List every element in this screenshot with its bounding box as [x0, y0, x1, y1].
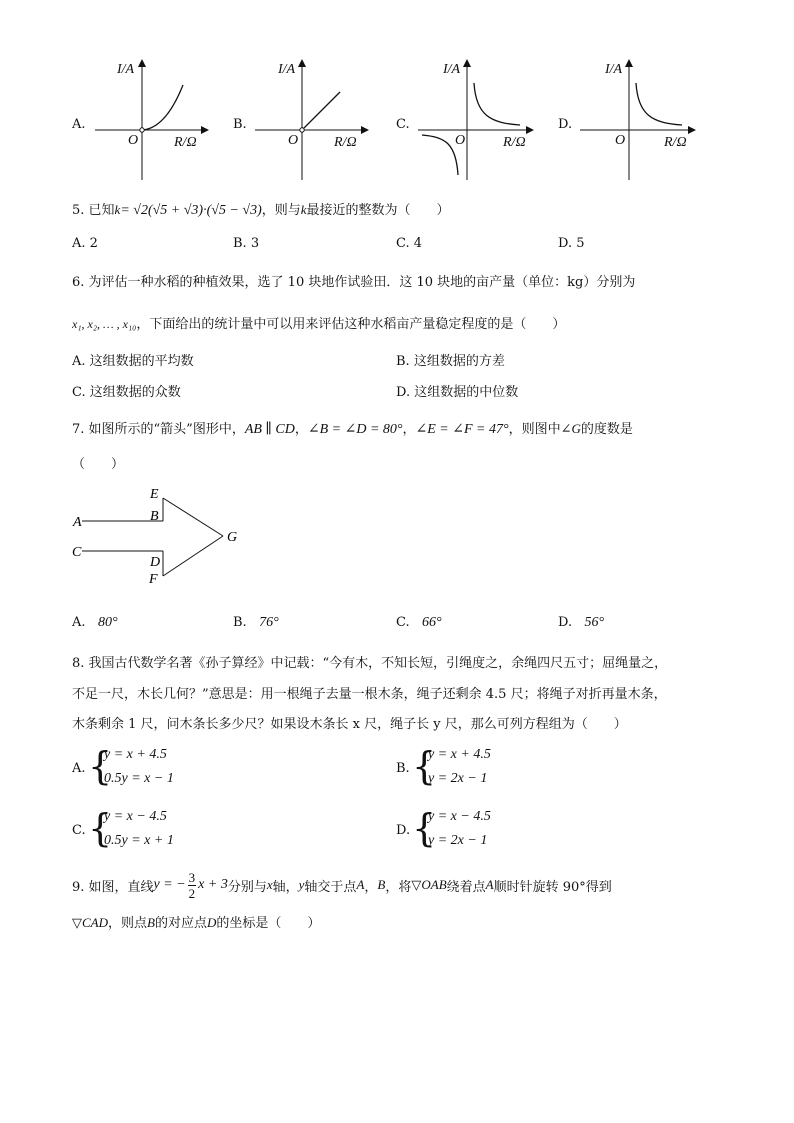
q6-vars: x₁, x₂, … , x₁₀ [72, 317, 137, 331]
q5-option-a[interactable]: A. 2 [72, 236, 98, 251]
fig-label-c: C [72, 545, 82, 560]
q6-option-d[interactable]: D. 这组数据的中位数 [396, 385, 519, 400]
graph-c [410, 55, 545, 185]
q5-prefix: 5. 已知 [72, 203, 115, 218]
q8-option-c-eq1: y = x − 4.5 [104, 809, 167, 824]
q9-triangle-oab: ▽OAB [411, 877, 447, 892]
q9-mid7: 顺时针旋转 90°得到 [493, 879, 612, 895]
q9-line2 [72, 912, 320, 931]
q8-option-d-eq2: y = 2x − 1 [428, 833, 488, 848]
q9-mid3: 轴交于点 [304, 879, 357, 895]
graph-d [572, 55, 707, 185]
q7-sep2: ， [402, 422, 416, 437]
brace-icon: { [88, 744, 113, 788]
q5-option-d[interactable]: D. 5 [558, 236, 585, 251]
graph-d-origin: O [615, 133, 626, 148]
graph-b-xlabel: R/Ω [334, 135, 357, 150]
q6-line2-text: ，下面给出的统计量中可以用来评估这种水稻亩产量稳定程度的是（ ） [136, 317, 566, 332]
q7-cond1: AB ∥ CD [244, 422, 295, 437]
q9-x: x [266, 877, 273, 892]
graph-a-ylabel: I/A [117, 62, 135, 77]
q8-line3: 木条剩余 1 尺，问木条长多少尺？如果设木条长 x 尺，绳子长 y 尺，那么可列方程组为（ ） [72, 717, 627, 732]
graph-b-ylabel: I/A [278, 62, 296, 77]
graph-d-xlabel: R/Ω [664, 135, 687, 150]
graph-a-origin: O [128, 133, 139, 148]
q7-option-a-letter: A. [72, 615, 86, 630]
graph-b [245, 55, 380, 185]
q8-option-a-eq1: y = x + 4.5 [104, 747, 167, 762]
q9-fraction [188, 870, 197, 901]
q9-lhs: y = − [153, 877, 186, 892]
q8-line2: 不足一尺，木长几何？”意思是：用一根绳子去量一根木条，绳子还剩余 4.5 尺；将绳子对折再量木条， [72, 687, 667, 702]
fig-label-b: B [150, 509, 159, 524]
brace-icon: { [88, 806, 113, 850]
q4-graphs [0, 55, 794, 190]
q7-option-b-letter: B. [233, 615, 247, 630]
graph-c-letter: C. [396, 117, 410, 132]
graph-d-letter: D. [558, 117, 573, 132]
q8-option-d-eq1: y = x − 4.5 [428, 809, 491, 824]
graph-b-letter: B. [233, 117, 247, 132]
q9-mid: 分别与 [227, 879, 267, 895]
q7-line1c: 的度数是 [580, 422, 633, 437]
q7-cond2: ∠B = ∠D = 80° [307, 422, 403, 437]
q7-option-d-value: 56° [584, 615, 605, 630]
q7-sep1: ， [294, 422, 308, 437]
fig-label-a: A [73, 515, 82, 530]
q7-option-d-letter: D. [558, 615, 573, 630]
q6-option-a[interactable]: A. 这组数据的平均数 [72, 354, 194, 369]
q9-mid8: ，则点 [108, 916, 148, 931]
q5-k: k [114, 202, 121, 217]
q8-option-b-eq1: y = x + 4.5 [428, 747, 491, 762]
q7-option-b-value: 76° [259, 615, 279, 630]
fig-label-g: G [227, 530, 238, 545]
q9-mid6: 绕着点 [446, 879, 486, 895]
q8-option-a-eq2: 0.5y = x − 1 [104, 771, 174, 786]
fig-label-f: F [149, 572, 158, 587]
q8-option-b[interactable] [396, 745, 696, 791]
q7-option-a[interactable] [72, 615, 118, 631]
q9-rhs: x + 3 [198, 877, 228, 892]
q7-line2: （ ） [72, 457, 125, 472]
q5-option-c[interactable]: C. 4 [396, 236, 423, 251]
q8-option-d-letter: D. [396, 823, 411, 838]
q5-suffix: ，则与 [261, 203, 301, 218]
q9-mid4: ， [364, 879, 378, 895]
q9-prefix: 9. 如图，直线 [72, 879, 154, 895]
q9-line1 [72, 865, 612, 905]
q7-option-c-value: 66° [422, 615, 442, 630]
q9-point-a2: A [485, 877, 494, 892]
q9-y: y [298, 877, 305, 892]
q7-line1b: ，则图中∠ [508, 422, 572, 437]
q9-point-b: B [377, 877, 386, 892]
q8-option-a[interactable] [72, 745, 372, 791]
brace-icon: { [412, 744, 437, 788]
graph-a [85, 55, 220, 185]
q7-g: G [571, 421, 581, 436]
q9-fraction-den: 2 [188, 885, 196, 901]
q9-mid10: 的坐标是（ ） [216, 916, 321, 931]
q6-option-b[interactable]: B. 这组数据的方差 [396, 354, 505, 369]
q5-expr: = √2(√5 + √3)·(√5 − √3) [120, 203, 262, 218]
q7-arrow-figure [60, 480, 260, 590]
q6-line2 [72, 313, 565, 332]
q9-point-d: D [206, 915, 217, 930]
graph-a-letter: A. [72, 117, 86, 132]
graph-c-origin: O [455, 133, 466, 148]
q7-option-c-letter: C. [396, 615, 410, 630]
fig-label-e: E [150, 487, 159, 502]
q8-option-c[interactable] [72, 807, 372, 853]
q9-mid5: ，将 [385, 879, 412, 895]
q8-option-d[interactable] [396, 807, 696, 853]
q8-option-a-letter: A. [72, 761, 86, 776]
q8-option-c-eq2: 0.5y = x + 1 [104, 833, 174, 848]
graph-d-ylabel: I/A [605, 62, 623, 77]
graph-c-xlabel: R/Ω [503, 135, 526, 150]
q8-option-b-eq2: y = 2x − 1 [428, 771, 488, 786]
q7-stem [72, 418, 633, 438]
q7-option-d[interactable] [558, 615, 604, 631]
q9-mid2: 轴， [272, 879, 299, 895]
q9-point-a: A [356, 877, 365, 892]
graph-a-xlabel: R/Ω [174, 135, 197, 150]
brace-icon: { [412, 806, 437, 850]
q9-mid9: 的对应点 [154, 916, 207, 931]
q7-option-b[interactable] [233, 615, 279, 631]
q7-option-a-value: 80° [97, 615, 118, 630]
fig-label-d: D [150, 555, 161, 570]
q6-option-c[interactable]: C. 这组数据的众数 [72, 385, 181, 400]
q7-cond3: ∠E = ∠F = 47° [415, 422, 509, 437]
q7-line1a: 7. 如图所示的“箭头”图形中， [72, 422, 245, 437]
q5-suffix2: 最接近的整数为（ ） [306, 203, 450, 218]
q8-option-c-letter: C. [72, 823, 86, 838]
q5-option-b[interactable]: B. 3 [233, 236, 260, 251]
graph-c-ylabel: I/A [443, 62, 461, 77]
graph-b-origin: O [288, 133, 299, 148]
q9-fraction-num: 3 [188, 869, 196, 885]
q6-line1: 6. 为评估一种水稻的种植效果，选了 10 块地作试验田．这 10 块地的亩产量（单位：kg）分别为 [72, 275, 636, 290]
q5-stem [72, 199, 450, 219]
q9-triangle-cad: ▽CAD [72, 915, 108, 930]
q8-line1: 8. 我国古代数学名著《孙子算经》中记载：“今有木，不知长短，引绳度之，余绳四尺五寸；屈绳量之， [72, 656, 668, 671]
q8-option-b-letter: B. [396, 761, 410, 776]
q7-option-c[interactable] [396, 615, 442, 631]
q5-k2: k [300, 202, 307, 217]
q9-point-b2: B [147, 915, 155, 930]
